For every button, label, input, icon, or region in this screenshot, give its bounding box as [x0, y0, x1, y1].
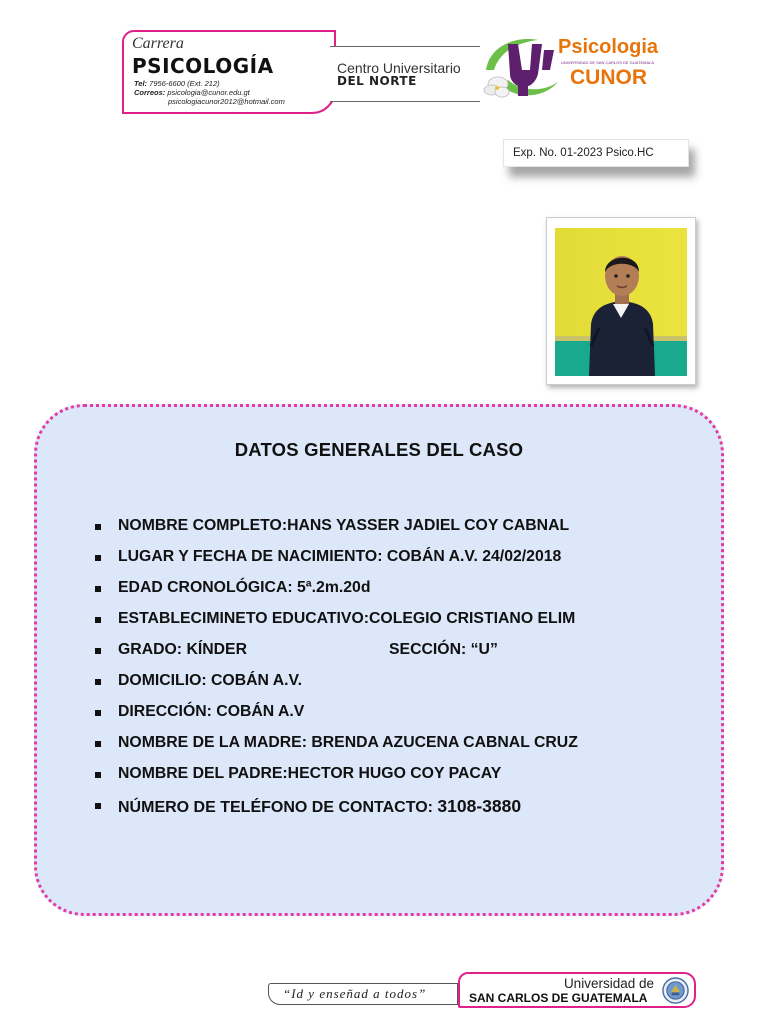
list-item-telefono-contacto: NÚMERO DE TELÉFONO DE CONTACTO: 3108-3880 — [93, 796, 578, 827]
datos-generales-card — [34, 404, 724, 916]
bullet-icon — [95, 679, 101, 685]
bullet-icon — [95, 648, 101, 654]
list-item-direccion: DIRECCIÓN: COBÁN A.V — [93, 703, 578, 734]
telefono-value: 3108-3880 — [437, 796, 522, 816]
child-portrait-photo — [555, 228, 687, 376]
logo-universidad-text: UNIVERSIDAD DE SAN CARLOS DE GUATEMALA — [561, 60, 655, 65]
grado-value: GRADO: KÍNDER — [118, 641, 248, 658]
bullet-icon — [95, 741, 101, 747]
carrera-label: Carrera — [132, 35, 184, 52]
bullet-icon — [95, 555, 101, 561]
list-item-lugar-fecha-nacimiento: LUGAR Y FECHA DE NACIMIENTO: COBÁN A.V. 24/02/2018 — [93, 548, 578, 579]
carrera-psicologia-block — [122, 30, 336, 114]
card-title: DATOS GENERALES DEL CASO — [234, 439, 524, 460]
expediente-number: Exp. No. 01-2023 Psico.HC — [513, 147, 654, 159]
bullet-icon — [95, 586, 101, 592]
del-norte-label: DEL NORTE — [337, 74, 417, 88]
bullet-icon — [95, 524, 101, 530]
correo-secundario: psicologiacunor2012@hotmail.com — [168, 97, 285, 106]
datos-list — [93, 517, 578, 827]
list-item-nombre-completo: NOMBRE COMPLETO:HANS YASSER JADIEL COY CABNAL — [93, 517, 578, 548]
list-item-edad-cronologica: EDAD CRONOLÓGICA: 5ª.2m.20d — [93, 579, 578, 610]
motto-text: “Id y enseñad a todos” — [283, 986, 427, 1001]
bullet-icon — [95, 617, 101, 623]
universidad-de-label: Universidad de — [563, 976, 654, 991]
telefono-line: Tel: 7956-6600 (Ext. 212) — [134, 79, 220, 88]
logo-cunor-text: CUNOR — [570, 66, 647, 89]
seccion-value: SECCIÓN: “U” — [389, 641, 498, 658]
usac-seal-icon — [662, 977, 689, 1004]
list-item-establecimiento: ESTABLECIMINETO EDUCATIVO:COLEGIO CRISTIANO ELIM — [93, 610, 578, 641]
san-carlos-label: SAN CARLOS DE GUATEMALA — [469, 991, 648, 1005]
centro-universitario-label: Centro Universitario — [337, 60, 461, 76]
list-item-grado-seccion — [93, 641, 578, 672]
motto-box — [268, 983, 458, 1005]
psicologia-title: PSICOLOGÍA — [132, 54, 274, 78]
logo-psicologia-text: Psicologia — [558, 36, 659, 58]
expediente-box — [503, 139, 689, 167]
photo-frame — [546, 217, 696, 385]
bullet-icon — [95, 772, 101, 778]
portrait-illustration — [555, 228, 687, 376]
list-item-nombre-padre: NOMBRE DEL PADRE:HECTOR HUGO COY PACAY — [93, 765, 578, 796]
psicologia-cunor-logo — [478, 30, 658, 106]
list-item-domicilio: DOMICILIO: COBÁN A.V. — [93, 672, 578, 703]
usac-block — [458, 972, 696, 1008]
list-item-nombre-madre: NOMBRE DE LA MADRE: BRENDA AZUCENA CABNAL CRUZ — [93, 734, 578, 765]
bullet-icon — [95, 803, 101, 809]
centro-universitario-block — [330, 46, 480, 102]
correos-line: Correos: psicologia@cunor.edu.gt — [134, 88, 250, 97]
psi-symbol-icon — [478, 30, 562, 106]
bullet-icon — [95, 710, 101, 716]
